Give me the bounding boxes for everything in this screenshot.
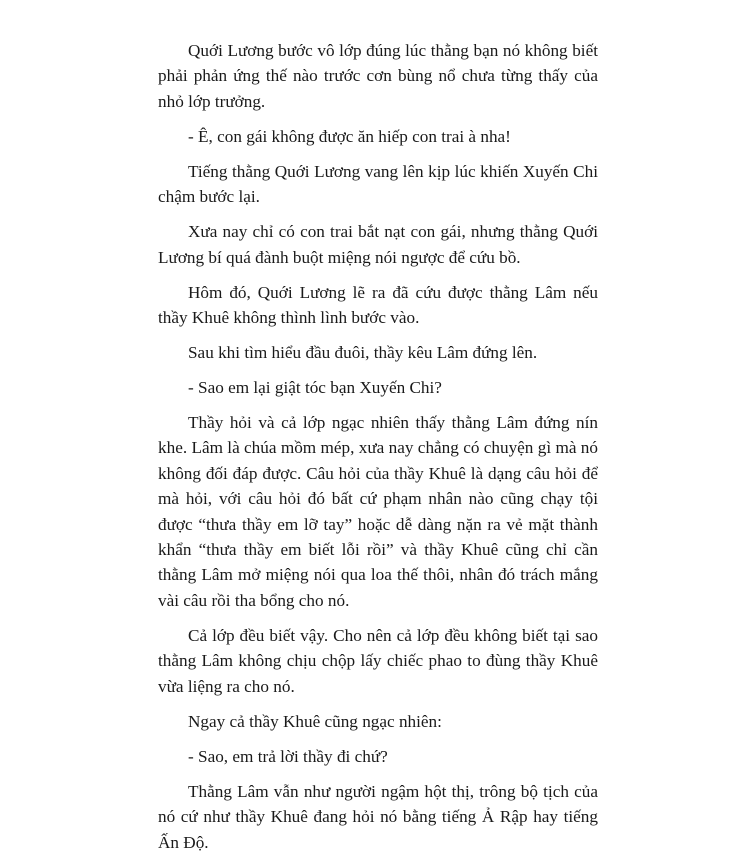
paragraph: Sau khi tìm hiểu đầu đuôi, thầy kêu Lâm đứng lên. [188,343,538,363]
paragraph: Xưa nay chỉ có con trai bắt nạt con gái, nhưng thằng Quới Lương bí quá đành buột miệng nói ngược để cứu bồ. [158,222,598,267]
paragraph: - Sao, em trả lời thầy đi chứ? [188,746,388,766]
paragraph: Thầy hỏi và cả lớp ngạc nhiên thấy thằng Lâm đứng nín khe. Lâm là chúa mồm mép, xưa nay chẳng có chuyện gì mà nó không đối đáp được. Câu hỏi của thầy Khuê là dạng câu hỏi để mà hỏi, với câu hỏi đó bất cứ phạm nhân nào cũng chạy tội được “thưa thầy em lỡ tay” hoặc dễ dàng nặn ra vẻ mặt thành khẩn “thưa thầy em biết lỗi rồi” và thầy Khuê cũng chỉ cần thằng Lâm mở miệng nói qua loa thế thôi, nhân đó trách mắng vài câu rồi tha bổng cho nó. [158,413,598,610]
paragraph: - Sao em lại giật tóc bạn Xuyến Chi? [188,378,442,398]
paragraph: Quới Lương bước vô lớp đúng lúc thằng bạn nó không biết phải phản ứng thế nào trước cơn bùng nổ chưa từng thấy của nhỏ lớp trưởng. [158,41,598,111]
book-page-text [158,38,598,855]
paragraph: Tiếng thằng Quới Lương vang lên kịp lúc khiến Xuyến Chi chậm bước lại. [158,161,598,207]
paragraph: Hôm đó, Quới Lương lẽ ra đã cứu được thằng Lâm nếu thầy Khuê không thình lình bước vào. [158,282,598,328]
paragraph: Ngay cả thầy Khuê cũng ngạc nhiên: [188,711,442,731]
paragraph: - Ê, con gái không được ăn hiếp con trai à nha! [188,126,511,146]
paragraph: Cả lớp đều biết vậy. Cho nên cả lớp đều không biết tại sao thằng Lâm không chịu chộp lấy chiếc phao to đùng thầy Khuê vừa liệng ra cho nó. [158,625,598,696]
paragraph: Thằng Lâm vẫn như người ngậm hột thị, trông bộ tịch của nó cứ như thầy Khuê đang hỏi nó bằng tiếng Ả Rập hay tiếng Ấn Độ. [158,781,598,852]
